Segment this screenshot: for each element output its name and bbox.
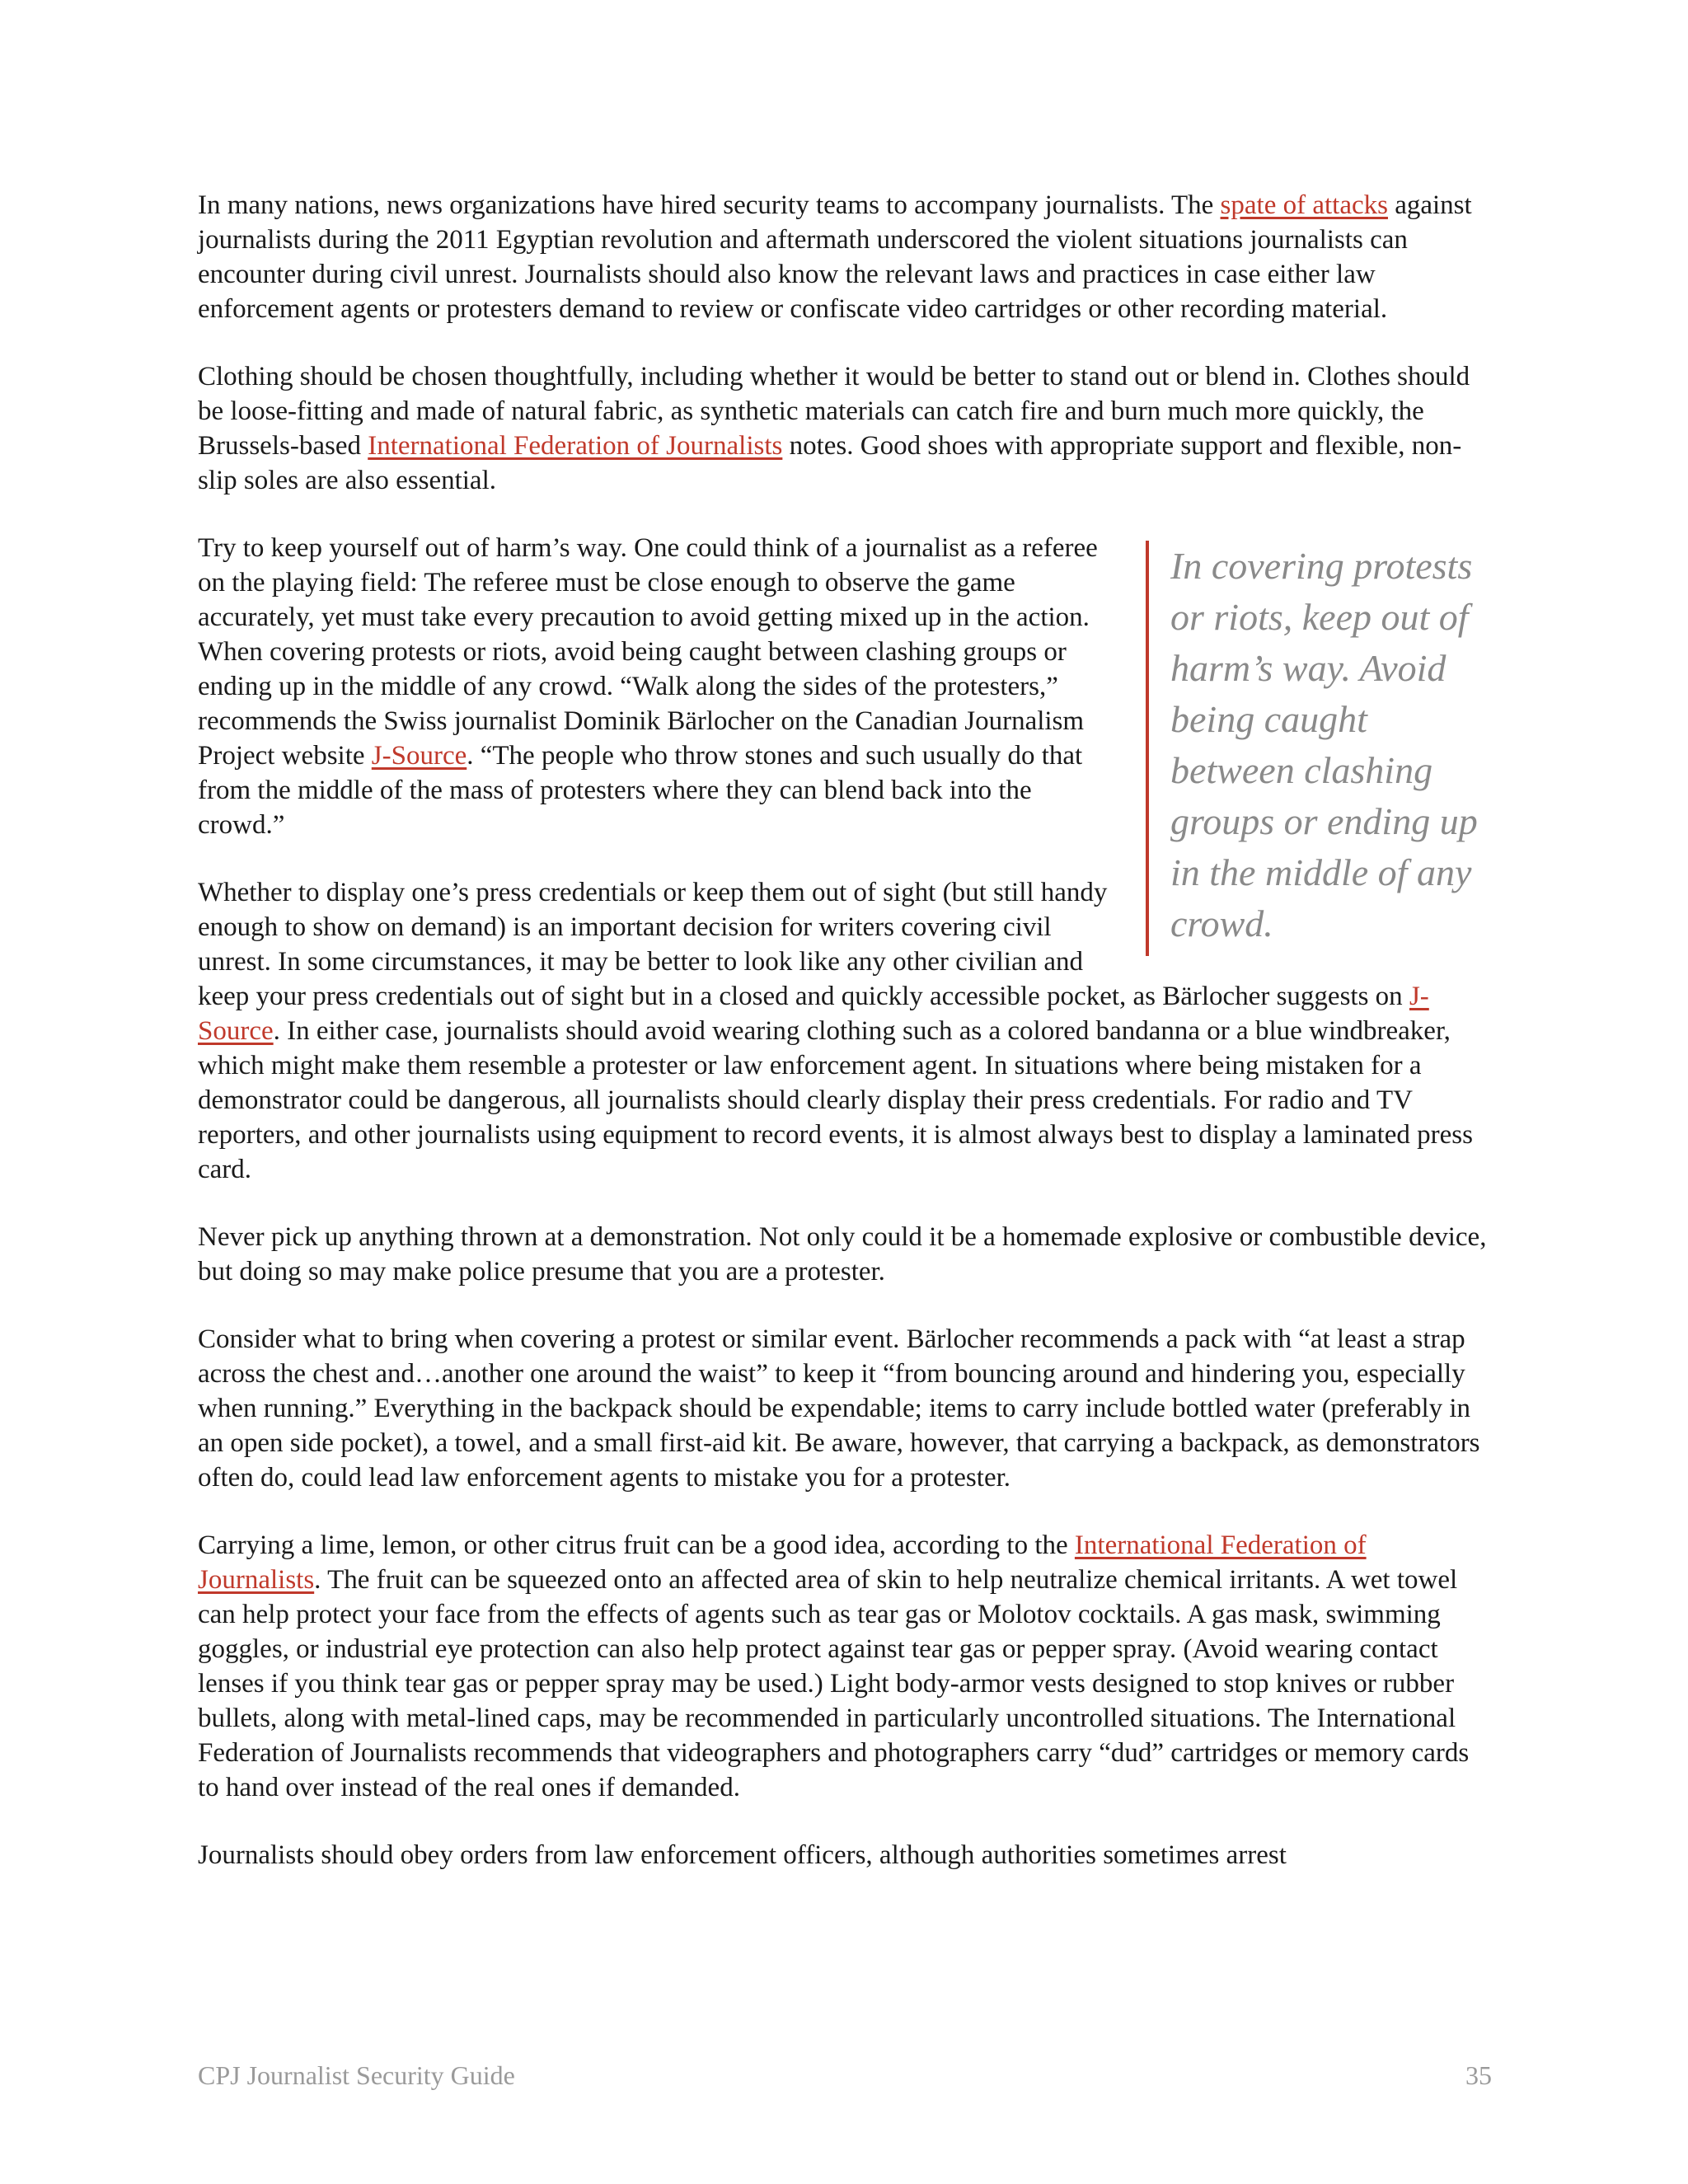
link-j-source-2[interactable]: J-Source (198, 982, 1429, 1046)
paragraph-7 (198, 1528, 1492, 1805)
paragraph-5: Never pick up anything thrown at a demonstration. Not only could it be a homemade explosive or combustible device, but doing so may make police presume that you are a protester. (198, 1222, 1487, 1286)
link-international-federation-of-journalists[interactable]: International Federation of Journalists (368, 431, 783, 461)
paragraph-7-text-a: Carrying a lime, lemon, or other citrus fruit can be a good idea, according to the (198, 1530, 1075, 1560)
paragraph-6: Consider what to bring when covering a protest or similar event. Bärlocher recommends a pack with “at least a strap across the chest and…another one around the waist” to keep it “from bouncing around and hindering you, especially when running.” Everything in the backpack should be expendable; items to carry include bottled water (preferably in an open side pocket), a towel, and a small first-aid kit. Be aware, however, that carrying a backpack, as demonstrators often do, could lead law enforcement agents to mistake you for a protester. (198, 1324, 1480, 1493)
link-j-source[interactable]: J-Source (371, 741, 467, 771)
paragraph-4-text-b: . In either case, journalists should avoid wearing clothing such as a colored bandanna or a blue windbreaker, which might make them resemble a protester or law enforcement agent. In situations where being mistaken for a demonstrator could be dangerous, all journalists should clearly display their press credentials. For radio and TV reporters, and other journalists using equipment to record events, it is almost always best to display a laminated press card. (198, 1016, 1473, 1184)
page-number: 35 (1465, 2060, 1492, 2090)
paragraph-2-text-b: notes. Good shoes with appropriate support and flexible, non-slip soles are also essential. (198, 431, 1462, 495)
footer-title: CPJ Journalist Security Guide (198, 2060, 515, 2090)
paragraph-3-text-a: Try to keep yourself out of harm’s way. One could think of a journalist as a referee on the playing field: The referee must be close enough to observe the game accurately, yet must take every precaution to avoid getting mixed up in the action. When covering protests or riots, avoid being caught between clashing groups or ending up in the middle of any crowd. “Walk along the sides of the protesters,” recommends the Swiss journalist Dominik Bärlocher on the Canadian Journalism Project website (198, 533, 1098, 771)
paragraph-3-text-b: . “The people who throw stones and such usually do that from the middle of the mass of protesters where they can blend back into the crowd.” (198, 741, 1083, 840)
article-body (198, 188, 1492, 1905)
link-spate-of-attacks[interactable]: spate of attacks (1220, 190, 1388, 220)
paragraph-8: Journalists should obey orders from law enforcement officers, although authorities sometimes arrest (198, 1840, 1287, 1870)
paragraph-4-text-a: Whether to display one’s press credentials or keep them out of sight (but still handy enough to show on demand) is an important decision for writers covering civil unrest. In some circumstances, it may be better to look like any other civilian and keep your press credentials out of sight but in a closed and quickly accessible pocket, as Bärlocher suggests on (198, 878, 1409, 1011)
link-international-federation-of-journalists-2[interactable]: International Federation of Journalists (198, 1530, 1367, 1595)
pull-quote: In covering protests or riots, keep out of harm’s way. Avoid being caught between clashing groups or ending up in the middle of any crowd. (1146, 541, 1492, 956)
paragraph-1 (198, 188, 1492, 326)
paragraph-7-text-b: . The fruit can be squeezed onto an affected area of skin to help neutralize chemical irritants. A wet towel can help protect your face from the effects of agents such as tear gas or Molotov cocktails. A gas mask, swimming goggles, or industrial eye protection can also help protect against tear gas or pepper spray. (Avoid wearing contact lenses if you think tear gas or pepper spray may be used.) Light body-armor vests designed to stop knives or rubber bullets, along with metal-lined caps, may be recommended in particularly uncontrolled situations. The International Federation of Journalists recommends that videographers and photographers carry “dud” cartridges or memory cards to hand over instead of the real ones if demanded. (198, 1565, 1470, 1802)
paragraph-2-text-a: Clothing should be chosen thoughtfully, including whether it would be better to stand out or blend in. Clothes should be loose-fitting and made of natural fabric, as synthetic materials can catch fire and burn much more quickly, the Brussels-based (198, 362, 1470, 461)
page-footer (198, 2060, 1492, 2091)
paragraph-1-text-b: against journalists during the 2011 Egyptian revolution and aftermath underscored the violent situations journalists can encounter during civil unrest. Journalists should also know the relevant laws and practices in case either law enforcement agents or protesters demand to review or confiscate video cartridges or other recording material. (198, 190, 1472, 324)
paragraph-2 (198, 359, 1492, 498)
paragraph-1-text-a: In many nations, news organizations have hired security teams to accompany journalists. The (198, 190, 1221, 220)
